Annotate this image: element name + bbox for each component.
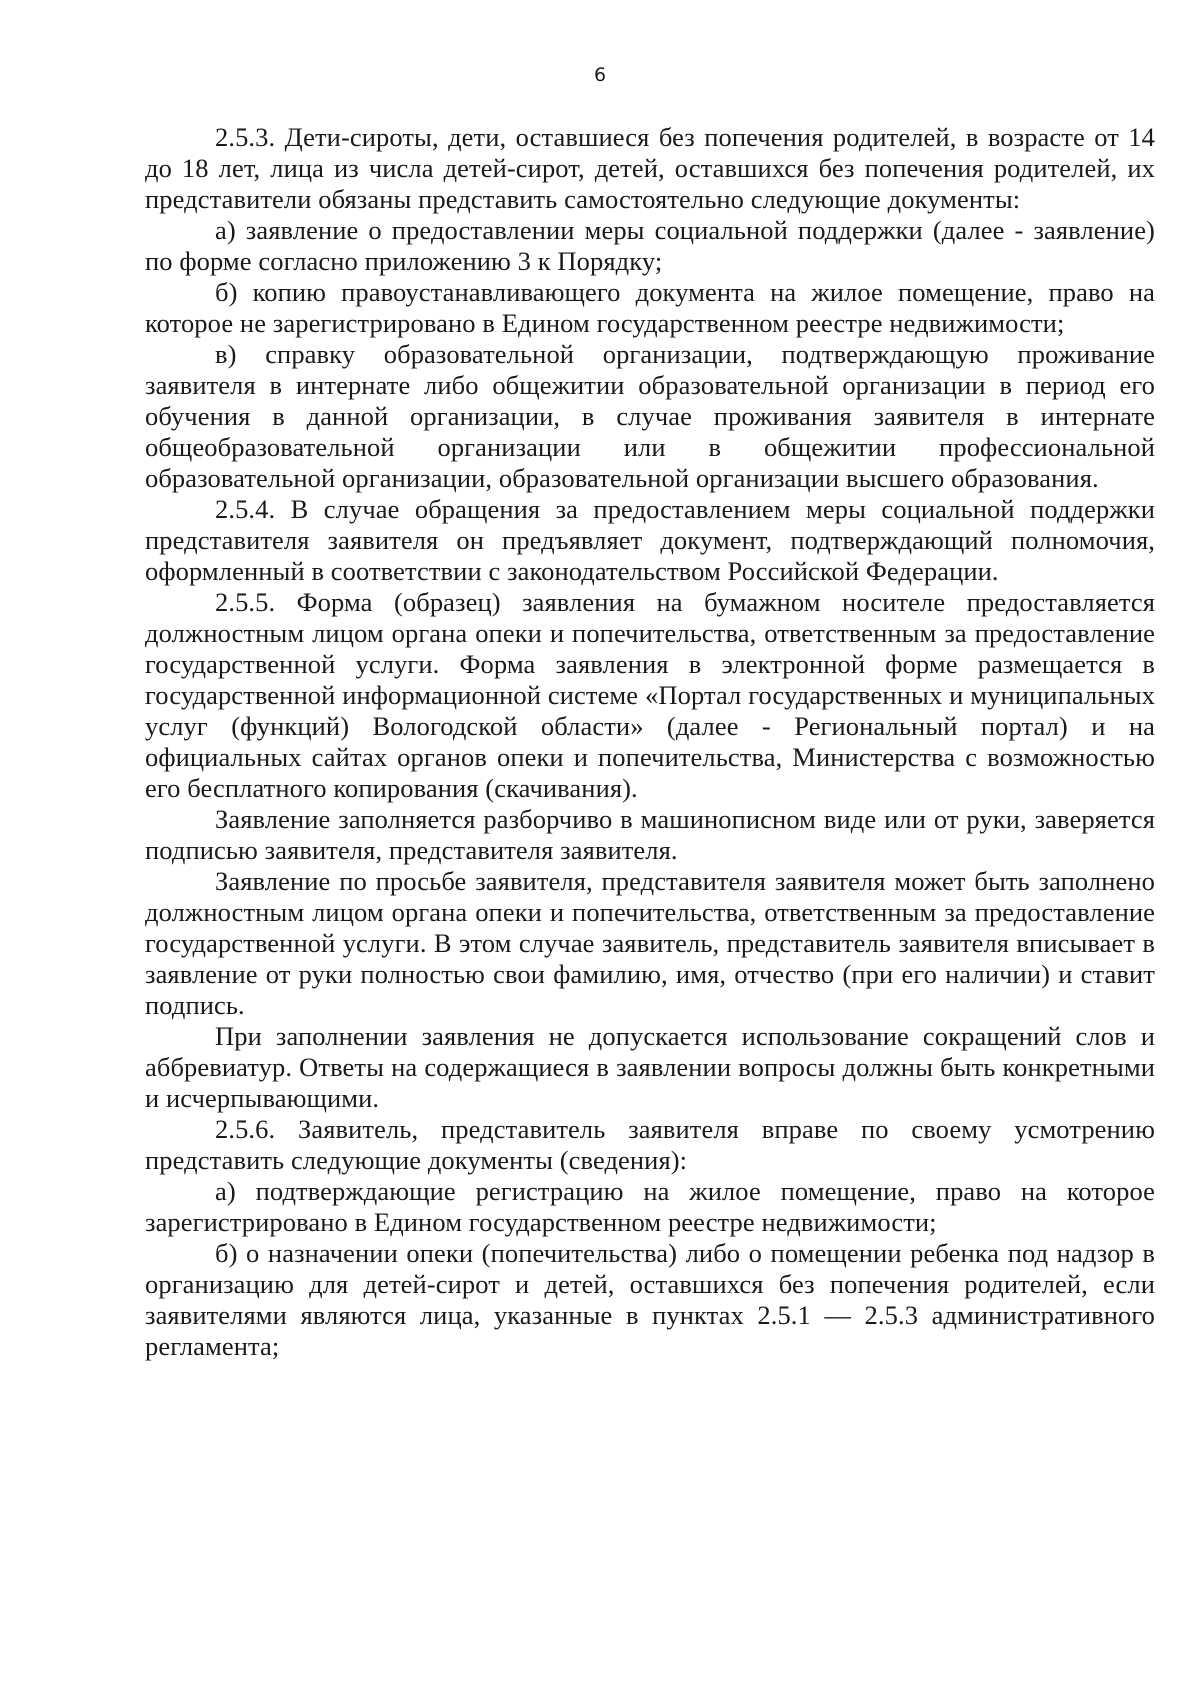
paragraph-2-5-3-a: а) заявление о предоставлении меры социальной поддержки (далее - заявление) по форме согласно приложению 3 к Порядку; xyxy=(145,215,1155,276)
paragraph-2-5-6: 2.5.6. Заявитель, представитель заявителя вправе по своему усмотрению представить следующие документы (сведения): xyxy=(145,1114,1155,1175)
document-body xyxy=(145,122,1155,1362)
paragraph-2-5-3: 2.5.3. Дети-сироты, дети, оставшиеся без попечения родителей, в возрасте от 14 до 18 лет, лица из числа детей-сирот, детей, оставшихся без попечения родителей, их представители обязаны представить самостоятельно следующие документы: xyxy=(145,122,1155,214)
paragraph-2-5-6-a: а) подтверждающие регистрацию на жилое помещение, право на которое зарегистрировано в Едином государственном реестре недвижимости; xyxy=(145,1176,1155,1237)
paragraph-2-5-3-b: б) копию правоустанавливающего документа на жилое помещение, право на которое не зарегистрировано в Едином государственном реестре недвижимости; xyxy=(145,277,1155,338)
paragraph-2-5-5: 2.5.5. Форма (образец) заявления на бумажном носителе предоставляется должностным лицом органа опеки и попечительства, ответственным за предоставление государственной услуги. Форма заявления в электронной форме размещается в государственной информационной системе «Портал государственных и муниципальных услуг (функций) Вологодской области» (далее - Региональный портал) и на официальных сайтах органов опеки и попечительства, Министерства с возможностью его бесплатного копирования (скачивания). xyxy=(145,587,1155,803)
paragraph-2-5-4: 2.5.4. В случае обращения за предоставлением меры социальной поддержки представителя заявителя он предъявляет документ, подтверждающий полномочия, оформленный в соответствии с законодательством Российской Федерации. xyxy=(145,494,1155,586)
page-number: 6 xyxy=(593,64,607,86)
paragraph-application-by-official: Заявление по просьбе заявителя, представителя заявителя может быть заполнено должностным лицом органа опеки и попечительства, ответственным за предоставление государственной услуги. В этом случае заявитель, представитель заявителя вписывает в заявление от руки полностью свои фамилию, имя, отчество (при его наличии) и ставит подпись. xyxy=(145,866,1155,1020)
paragraph-2-5-3-v: в) справку образовательной организации, подтверждающую проживание заявителя в интернате либо общежитии образовательной организации в период его обучения в данной организации, в случае проживания заявителя в интернате общеобразовательной организации или в общежитии профессиональной образовательной организации, образовательной организации высшего образования. xyxy=(145,339,1155,493)
paragraph-application-filling: Заявление заполняется разборчиво в машинописном виде или от руки, заверяется подписью заявителя, представителя заявителя. xyxy=(145,804,1155,865)
paragraph-2-5-6-b: б) о назначении опеки (попечительства) либо о помещении ребенка под надзор в организацию для детей-сирот и детей, оставшихся без попечения родителей, если заявителями являются лица, указанные в пунктах 2.5.1 — 2.5.3 административного регламента; xyxy=(145,1238,1155,1361)
paragraph-no-abbreviations: При заполнении заявления не допускается использование сокращений слов и аббревиатур. Ответы на содержащиеся в заявлении вопросы должны быть конкретными и исчерпывающими. xyxy=(145,1021,1155,1113)
